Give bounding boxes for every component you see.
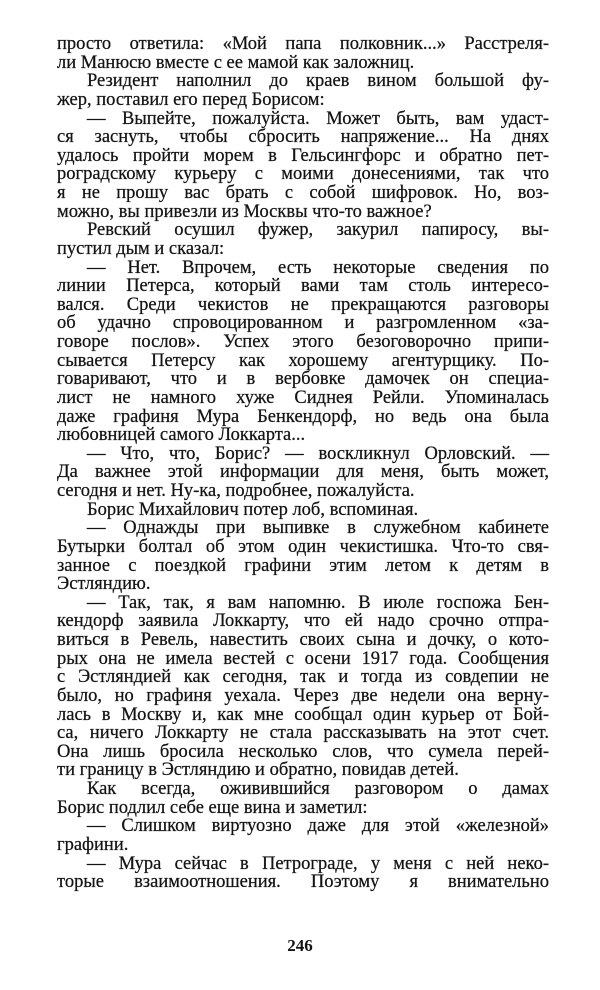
text-line: даже графиня Мура Бенкендорф, но ведь она была [57, 406, 549, 427]
text-line: — Мура сейчас в Петрограде, у меня с ней неко- [87, 853, 549, 874]
text-line: Борис подлил себе еще вина и заметил: [57, 797, 368, 818]
text-line: пустил дым и сказал: [57, 238, 225, 259]
text-line: об удачно спровоцированном и разгромленном «за- [57, 313, 549, 334]
text-line: ти границу в Эстляндию и обратно, повидав детей. [57, 760, 459, 781]
text-line: лист не намного хуже Сиднея Рейли. Упоминалась [57, 387, 549, 408]
text-line: жер, поставил его перед Борисом: [57, 89, 325, 110]
text-line: — Так, так, я вам напомню. В июле госпожа Бен- [87, 592, 549, 613]
text-line: Бутырки болтал об этом один чекистишка. Что-то свя- [57, 536, 549, 557]
text-line: вался. Среди чекистов не прекращаются разговоры [57, 294, 549, 315]
text-line: рых она не имела вестей с осени 1917 года. Сообщения [57, 648, 549, 669]
text-line: Да важнее этой информации для меня, быть может, [57, 462, 549, 483]
text-line: любовницей самого Локкарта... [57, 425, 306, 446]
text-line: с Эстляндией как сегодня, так и тогда из совдепии не [57, 667, 549, 688]
text-line: роградскому курьеру с моими донесениями, так что [57, 164, 549, 185]
text-line: — Что, что, Борис? — воскликнул Орловский. — [87, 443, 549, 464]
text-line: — Однажды при выпивке в служебном кабинете [87, 518, 549, 539]
text-line: ся заснуть, чтобы сбросить напряжение... На днях [57, 127, 549, 148]
text-line: говоре послов». Успех этого безоговорочно припи- [57, 332, 549, 352]
text-line: кендорф заявила Локкарту, что ей надо срочно отпра- [57, 611, 549, 632]
text-line: можно, вы привезли из Москвы что-то важное? [57, 201, 432, 222]
text-line: виться в Ревель, навестить своих сына и дочку, о кото- [57, 630, 549, 650]
text-line: Эстляндию. [57, 574, 151, 595]
text-line: просто ответила: «Мой папа полковник...» Расстреля- [57, 34, 549, 54]
text-line: говаривают, что и в вербовке дамочек он специа- [57, 369, 549, 390]
text-line: удалось пройти морем в Гельсингфорс и обратно пет- [57, 145, 549, 166]
text-line: лась в Москву и, как мне сообщал один курьер от Бой- [57, 704, 549, 725]
page-number: 246 [287, 936, 313, 955]
text-line: ли Манюсю вместе с ее мамой как заложниц. [57, 52, 415, 73]
text-line: занное с поездкой графини этим летом к детям в [57, 555, 549, 576]
text-line: графини. [57, 834, 129, 855]
text-line: Ревский осушил фужер, закурил папиросу, вы- [87, 220, 549, 241]
text-line: са, ничего Локкарту не стала рассказывать на этот счет. [57, 723, 549, 744]
text-line: — Слишком виртуозно даже для этой «железной» [87, 816, 549, 837]
text-line: — Выпейте, пожалуйста. Может быть, вам удаст- [87, 108, 549, 129]
text-line: Борис Михайлович потер лоб, вспоминая. [87, 499, 419, 520]
text-line: Резидент наполнил до краев вином большой фу- [87, 71, 549, 92]
book-page-text [57, 35, 549, 892]
text-line: — Нет. Впрочем, есть некоторые сведения по [87, 257, 549, 278]
text-line: сывается Петерсу как хорошему агентурщику. По- [57, 350, 549, 371]
text-line: Как всегда, оживившийся разговором о дамах [87, 779, 549, 799]
text-line: сегодня и нет. Ну-ка, подробнее, пожалуйста. [57, 481, 415, 501]
text-line: торые взаимоотношения. Поэтому я внимательно [57, 872, 549, 893]
text-line: линии Петерса, который вами там столь интересо- [57, 276, 549, 297]
text-line: Она лишь бросила несколько слов, что сумела перей- [57, 741, 549, 762]
text-line: я не прошу вас брать с собой шифровок. Но, воз- [57, 183, 549, 203]
text-line: было, но графиня уехала. Через две недели она верну- [57, 685, 549, 706]
